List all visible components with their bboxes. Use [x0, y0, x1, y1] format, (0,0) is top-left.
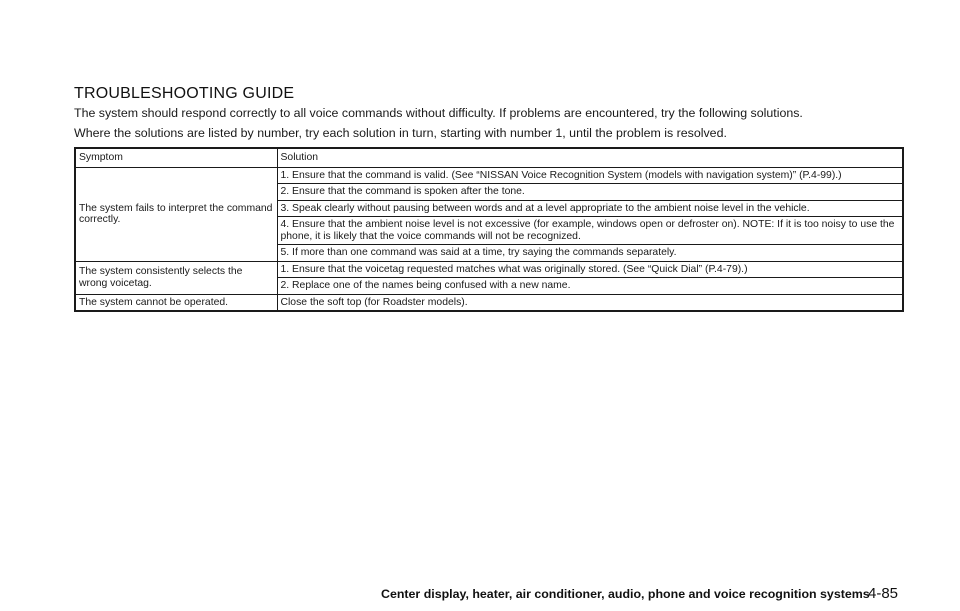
solution-cell: 2. Ensure that the command is spoken after the tone.	[277, 184, 902, 201]
section-heading: TROUBLESHOOTING GUIDE	[74, 85, 295, 102]
table-header-row	[76, 149, 902, 167]
troubleshooting-table-grid	[76, 149, 902, 310]
table-row	[76, 294, 902, 310]
solution-cell: Close the soft top (for Roadster models).	[277, 294, 902, 310]
troubleshooting-table	[74, 147, 904, 312]
solution-cell: 5. If more than one command was said at a time, try saying the commands separately.	[277, 245, 902, 262]
symptom-column-header: Symptom	[79, 152, 123, 163]
symptom-cell: The system consistently selects the wrong voicetag.	[76, 261, 277, 294]
footer-section-title: Center display, heater, air conditioner, audio, phone and voice recognition systems	[381, 587, 870, 601]
solution-cell: 1. Ensure that the command is valid. (See “NISSAN Voice Recognition System (models with navigation system)” (P.4-99).)	[277, 167, 902, 184]
solution-column-header: Solution	[277, 149, 902, 167]
intro-paragraph: Where the solutions are listed by number, try each solution in turn, starting with number 1, until the problem is resolved.	[74, 126, 727, 140]
solution-cell: 2. Replace one of the names being confused with a new name.	[277, 278, 902, 295]
solution-cell: 3. Speak clearly without pausing between words and at a level appropriate to the ambient noise level in the vehicle.	[277, 200, 902, 217]
symptom-cell: The system cannot be operated.	[76, 294, 277, 310]
symptom-cell: The system fails to interpret the command correctly.	[76, 167, 277, 261]
page-number: 4-85	[868, 585, 899, 602]
solution-cell: 4. Ensure that the ambient noise level is not excessive (for example, windows open or defroster on). NOTE: If it is too noisy to use the phone, it is likely that the voice commands will not be recognized.	[277, 217, 902, 245]
solution-cell: 1. Ensure that the voicetag requested matches what was originally stored. (See “Quick Dial” (P.4-79).)	[277, 261, 902, 278]
intro-paragraph: The system should respond correctly to all voice commands without difficulty. If problems are encountered, try the following solutions.	[74, 106, 803, 120]
table-row	[76, 261, 902, 278]
table-row	[76, 167, 902, 184]
